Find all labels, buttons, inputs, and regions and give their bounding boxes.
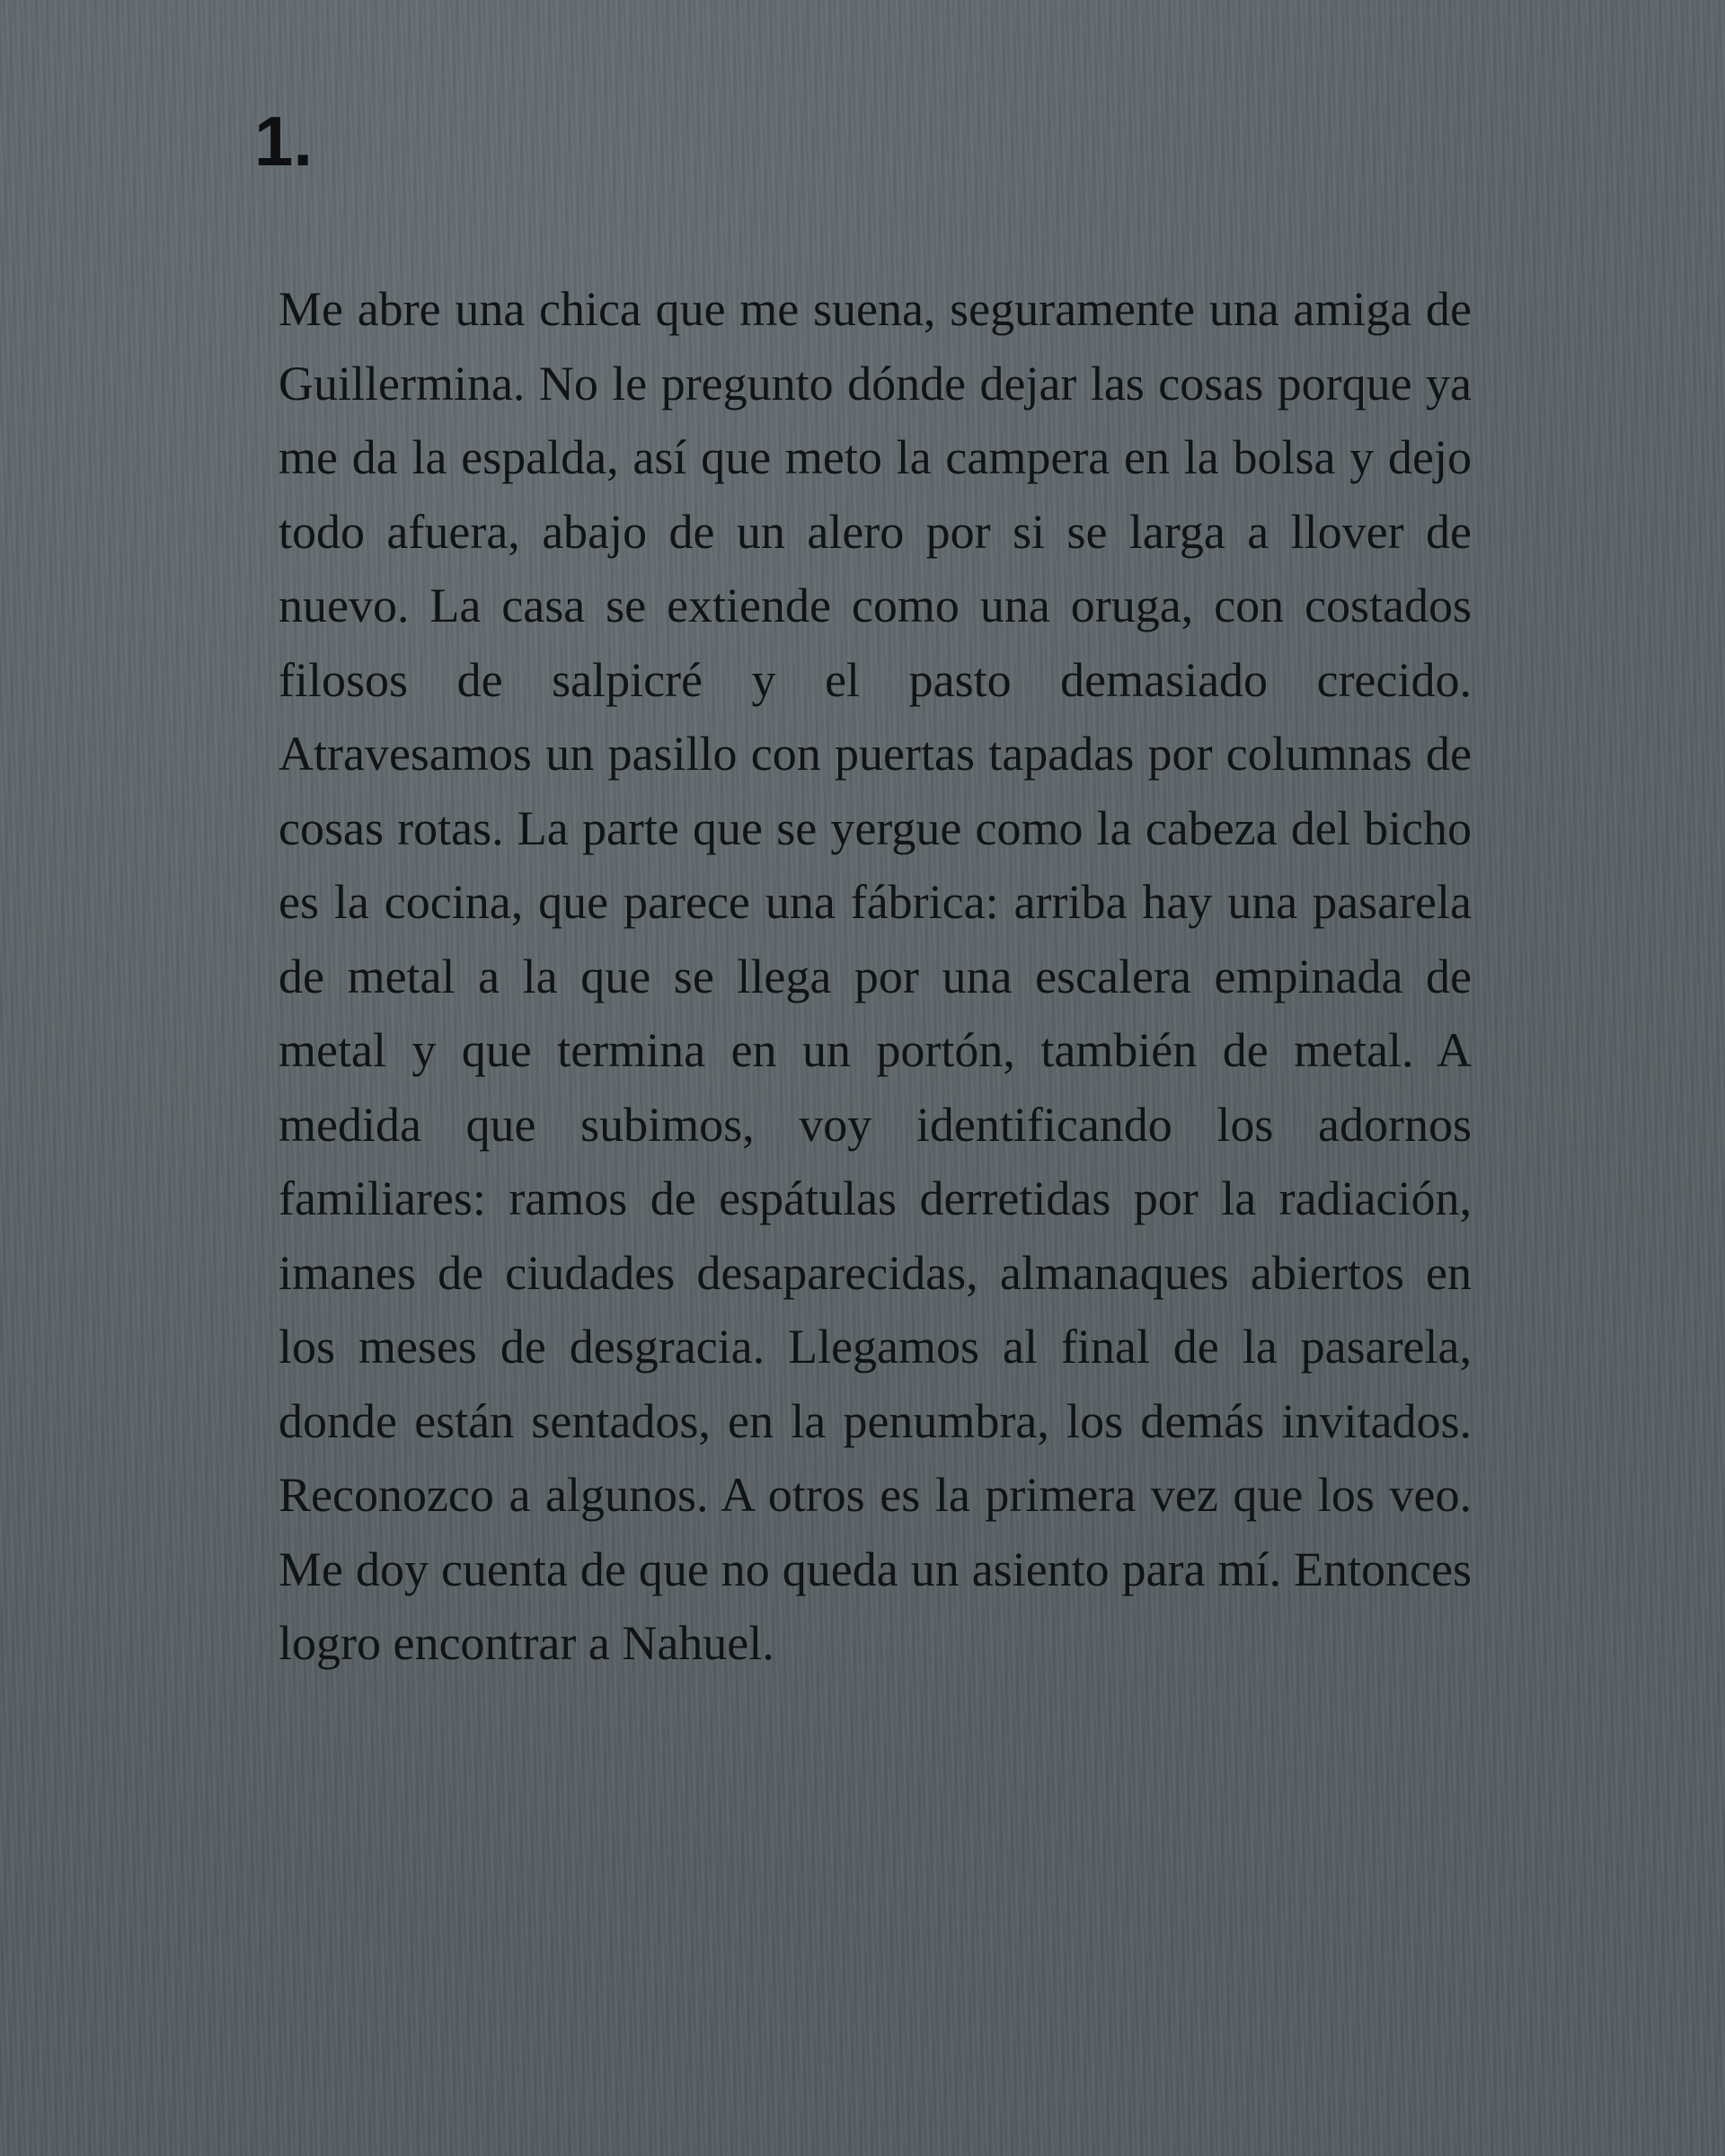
body-paragraph: Me abre una chica que me suena, seguramente una amiga de Guillermina. No le pregunto dónde dejar las cosas porque ya me da la espalda, así que meto la campera en la bolsa y dejo todo afuera, abajo de un alero por si se larga a llover de nuevo. La casa se extiende como una oruga, con costados filosos de salpicré y el pasto demasiado crecido. Atravesamos un pasillo con puertas tapadas por columnas de cosas rotas. La parte que se yergue como la cabeza del bicho es la cocina, que parece una fábrica: arriba hay una pasarela de metal a la que se llega por una escalera empinada de metal y que termina en un portón, también de metal. A medida que subimos, voy identificando los adornos familiares: ramos de espátulas derretidas por la radiación, imanes de ciudades desaparecidas, almanaques abiertos en los meses de desgracia. Llegamos al final de la pasarela, donde están sentados, en la penumbra, los demás invitados. Reconozco a algunos. A otros es la primera vez que los veo. Me doy cuenta de que no queda un asiento para mí. Entonces logro encontrar a Nahuel. [279,282,1472,1670]
chapter-number: 1. [254,102,314,181]
